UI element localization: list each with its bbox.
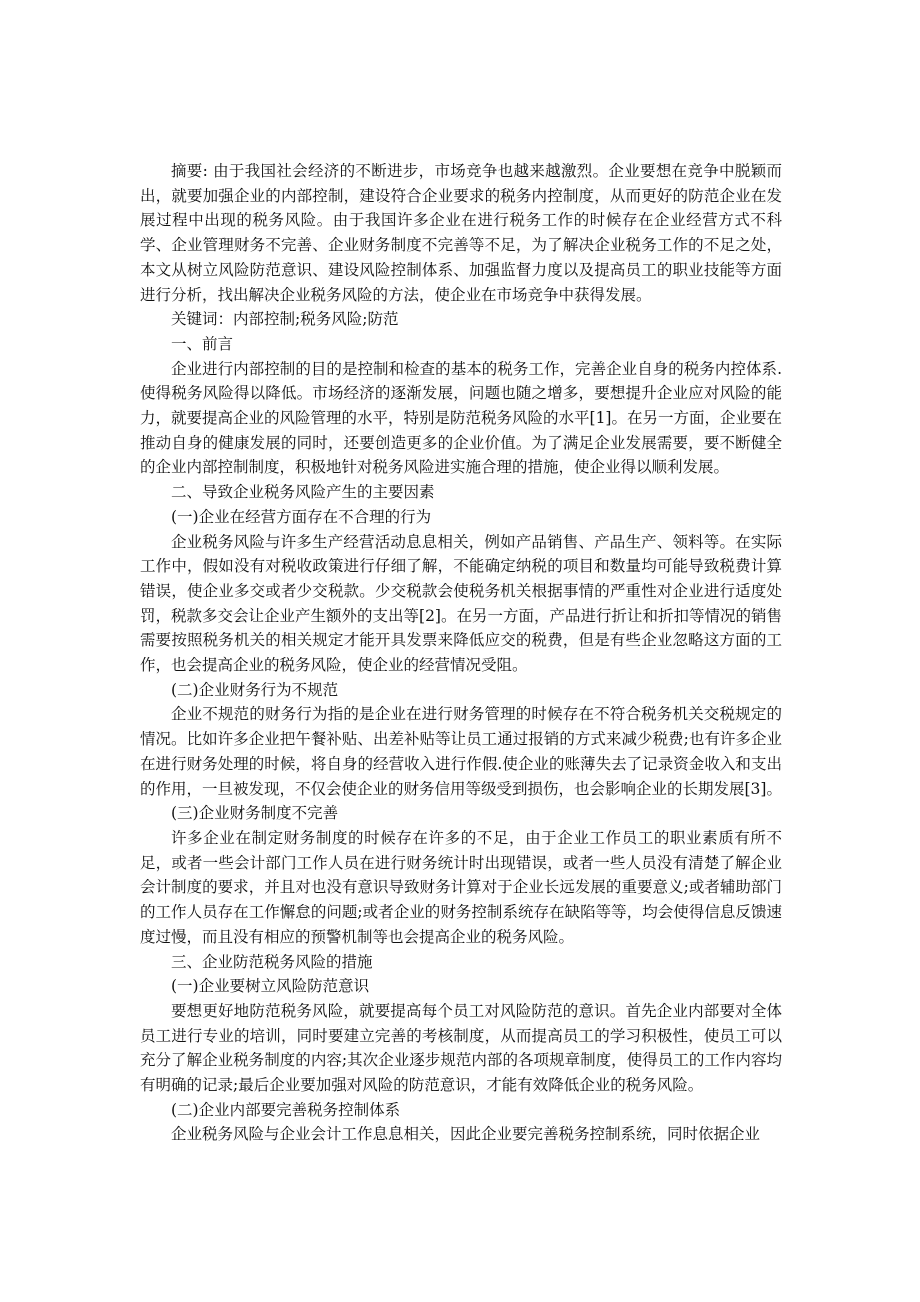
section-heading-2: 二、导致企业税务风险产生的主要因素 <box>171 483 435 502</box>
keywords-line: 关键词：内部控制;税务风险;防范 <box>171 310 399 329</box>
body-paragraph: 企业进行内部控制的目的是控制和检查的基本的税务工作，完善企业自身的税务内控体系.使得税务风险得以降低。市场经济的逐渐发展，问题也随之增多，要想提升企业应对风险的能力，就要提高企业的风险管理的水平，特别是防范税务风险的水平[1]。在另一方面，企业要在推动自身的健康发展的同时，还要创造更多的企业价值。为了满足企业发展需要，要不断健全的企业内部控制制度，积极地针对税务风险进实施合理的措施，使企业得以顺利发展。 <box>140 359 782 477</box>
abstract-paragraph: 摘要: 由于我国社会经济的不断进步，市场竞争也越来越激烈。企业要想在竞争中脱颖而出，就要加强企业的内部控制，建设符合企业要求的税务内控制度，从而更好的防范企业在发展过程中出现的税务风险。由于我国许多企业在进行税务工作的时候存在企业经营方式不科学、企业管理财务不完善、企业财务制度不完善等不足，为了解决企业税务工作的不足之处，本文从树立风险防范意识、建设风险控制体系、加强监督力度以及提高员工的职业技能等方面进行分析，找出解决企业税务风险的方法，使企业在市场竞争中获得发展。 <box>140 162 782 304</box>
subsection-heading: (二)企业财务行为不规范 <box>171 680 339 699</box>
subsection-heading: (三)企业财务制度不完善 <box>171 804 339 823</box>
body-paragraph: 许多企业在制定财务制度的时候存在许多的不足，由于企业工作员工的职业素质有所不足，或者一些会计部门工作人员在进行财务统计时出现错误，或者一些人员没有清楚了解企业会计制度的要求，并且对也没有意识导致财务计算对于企业长远发展的重要意义;或者辅助部门的工作人员存在工作懈怠的问题;或者企业的财务控制系统存在缺陷等等，均会使得信息反馈速度过慢，而且没有相应的预警机制等也会提高企业的税务风险。 <box>140 828 782 946</box>
subsection-heading: (一)企业在经营方面存在不合理的行为 <box>171 507 432 526</box>
body-paragraph: 企业不规范的财务行为指的是企业在进行财务管理的时候存在不符合税务机关交税规定的情况。比如许多企业把午餐补贴、出差补贴等让员工通过报销的方式来减少税费;也有许多企业在进行财务处理的时候，将自身的经营收入进行作假.使企业的账薄失去了记录资金收入和支出的作用，一旦被发现，不仅会使企业的财务信用等级受到损伤，也会影响企业的长期发展[3]。 <box>140 705 782 798</box>
body-paragraph: 企业税务风险与许多生产经营活动息息相关，例如产品销售、产品生产、领料等。在实际工作中，假如没有对税收政策进行仔细了解，不能确定纳税的项目和数量均可能导致税费计算错误，使企业多交或者少交税款。少交税款会使税务机关根据事情的严重性对企业进行适度处罚，税款多交会让企业产生额外的支出等[2]。在另一方面，产品进行折让和折扣等情况的销售需要按照税务机关的相关规定才能开具发票来降低应交的税费，但是有些企业忽略这方面的工作，也会提高企业的税务风险，使企业的经营情况受阻。 <box>140 532 782 675</box>
section-heading-1: 一、前言 <box>171 334 234 353</box>
subsection-heading: (二)企业内部要完善税务控制体系 <box>171 1100 401 1119</box>
body-paragraph: 要想更好地防范税务风险，就要提高每个员工对风险防范的意识。首先企业内部要对全体员工进行专业的培训，同时要建立完善的考核制度，从而提高员工的学习积极性，使员工可以充分了解企业税务制度的内容;其次企业逐步规范内部的各项规章制度，使得员工的工作内容均有明确的记录;最后企业要加强对风险的防范意识，才能有效降低企业的税务风险。 <box>140 1001 782 1095</box>
section-heading-3: 三、企业防范税务风险的措施 <box>171 952 373 971</box>
body-paragraph: 企业税务风险与企业会计工作息息相关，因此企业要完善税务控制系统，同时依据企业 <box>171 1125 761 1144</box>
document-body <box>140 159 782 1147</box>
subsection-heading: (一)企业要树立风险防范意识 <box>171 977 370 996</box>
